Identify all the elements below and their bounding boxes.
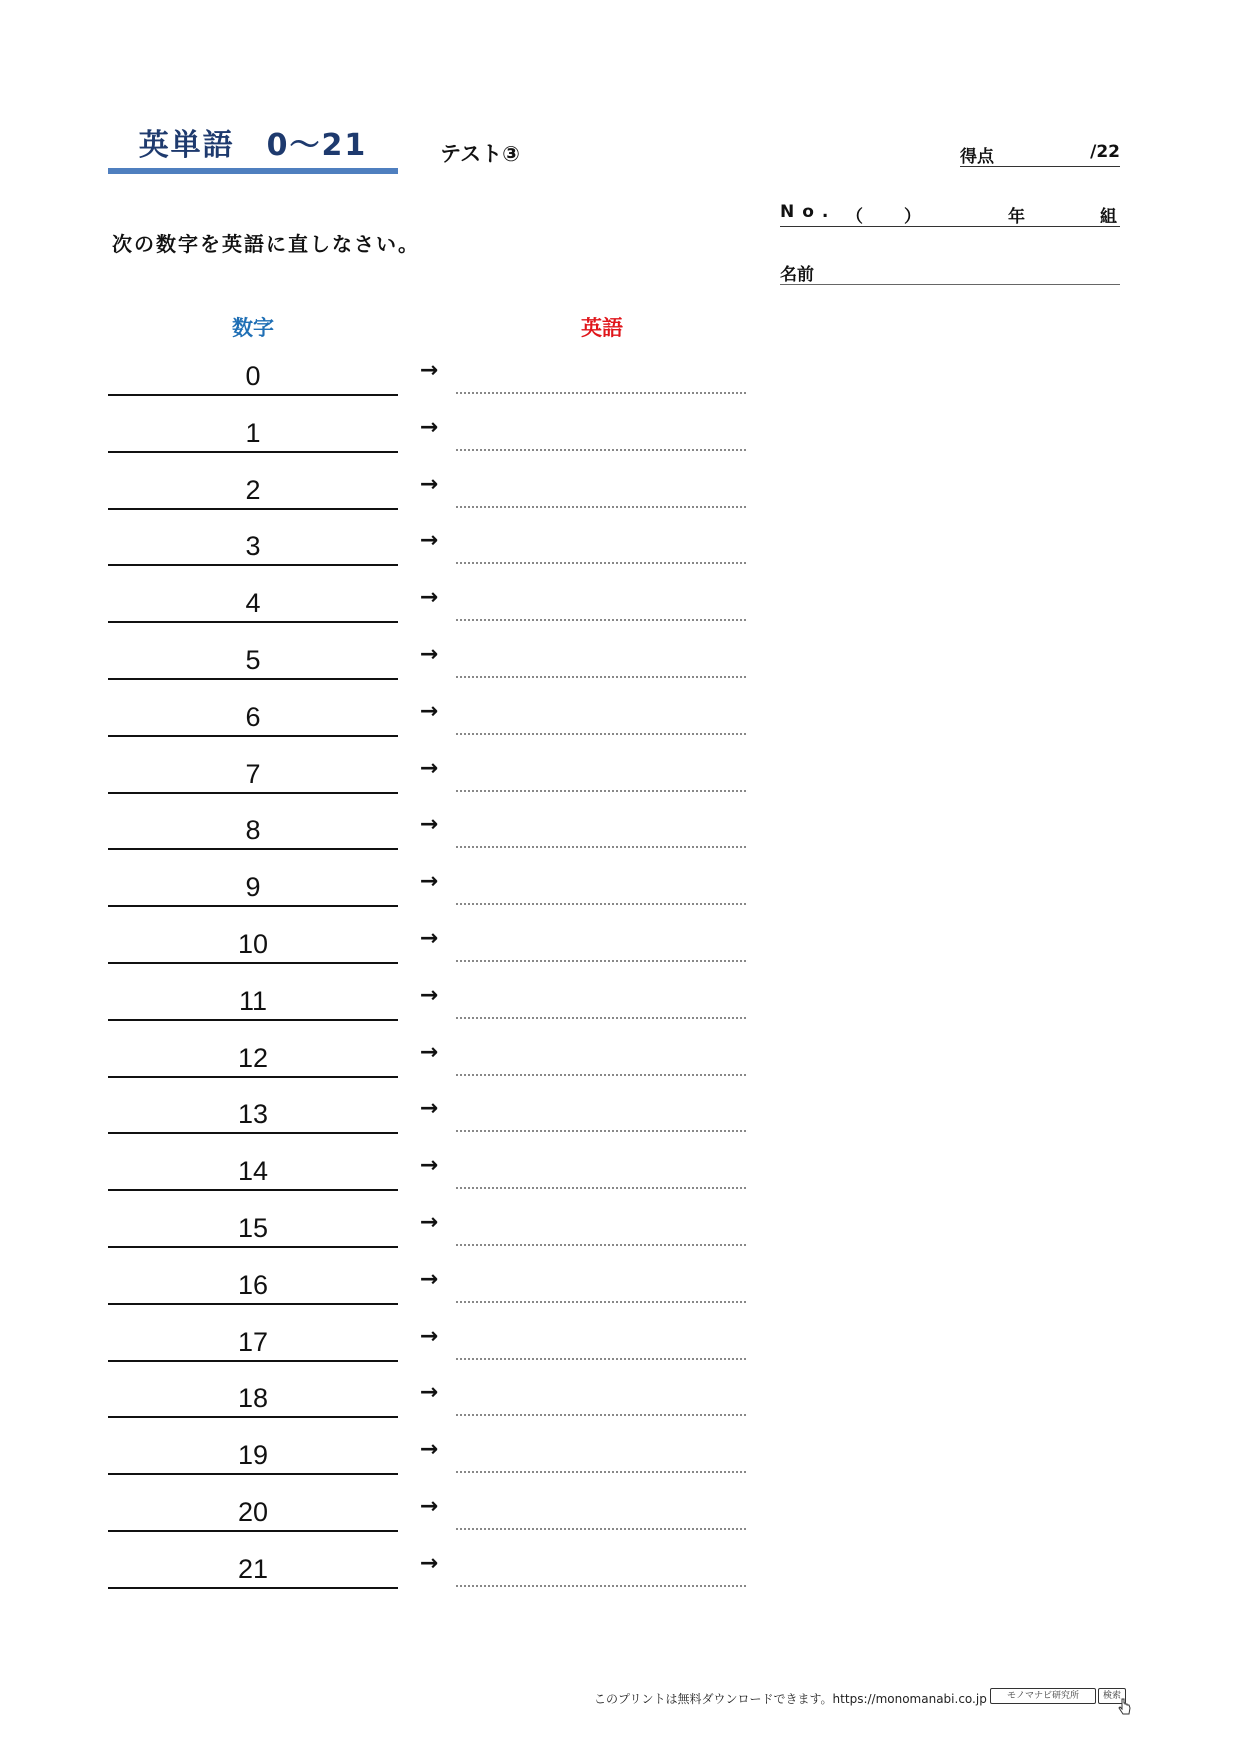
answer-line [456, 790, 746, 792]
answer-line [456, 1471, 746, 1473]
number-cell: 19 [108, 1431, 398, 1475]
arrow-icon: → [419, 414, 439, 440]
question-row [0, 1431, 1241, 1488]
number-cell: 5 [108, 636, 398, 680]
number-cell: 15 [108, 1204, 398, 1248]
answer-line [456, 449, 746, 451]
question-row [0, 466, 1241, 523]
number-cell: 20 [108, 1488, 398, 1532]
arrow-icon: → [419, 1323, 439, 1349]
number-cell: 0 [108, 352, 398, 396]
question-row [0, 1147, 1241, 1204]
arrow-icon: → [419, 471, 439, 497]
question-row [0, 409, 1241, 466]
question-row [0, 1204, 1241, 1261]
question-row [0, 806, 1241, 863]
question-row [0, 352, 1241, 409]
name-field [780, 260, 1120, 285]
question-row [0, 1261, 1241, 1318]
answer-line [456, 1187, 746, 1189]
question-row [0, 522, 1241, 579]
answer-line [456, 392, 746, 394]
answer-line [456, 846, 746, 848]
score-field [960, 142, 1120, 167]
arrow-icon: → [419, 698, 439, 724]
number-cell: 11 [108, 977, 398, 1021]
number-cell: 14 [108, 1147, 398, 1191]
number-cell: 12 [108, 1034, 398, 1078]
number-cell: 4 [108, 579, 398, 623]
answer-line [456, 1074, 746, 1076]
number-cell: 10 [108, 920, 398, 964]
question-row [0, 863, 1241, 920]
no-close-paren: ） [904, 207, 921, 227]
name-label: 名前 [780, 265, 814, 285]
question-row [0, 977, 1241, 1034]
number-cell: 16 [108, 1261, 398, 1305]
question-row [0, 1034, 1241, 1091]
answer-line [456, 960, 746, 962]
arrow-icon: → [419, 1550, 439, 1576]
number-cell: 2 [108, 466, 398, 510]
answer-line [456, 1414, 746, 1416]
score-total: /22 [1090, 142, 1120, 162]
answer-line [456, 619, 746, 621]
search-button: 検索 [1098, 1688, 1126, 1704]
answer-line [456, 1301, 746, 1303]
question-row [0, 579, 1241, 636]
arrow-icon: → [419, 1380, 439, 1406]
arrow-icon: → [419, 1153, 439, 1179]
title-underline [108, 168, 398, 174]
arrow-icon: → [419, 528, 439, 554]
number-cell: 8 [108, 806, 398, 850]
arrow-icon: → [419, 982, 439, 1008]
number-cell: 9 [108, 863, 398, 907]
number-cell: 21 [108, 1545, 398, 1589]
arrow-icon: → [419, 812, 439, 838]
arrow-icon: → [419, 642, 439, 667]
footer-text: このプリントは無料ダウンロードできます。https://monomanabi.co.jp [594, 1692, 987, 1706]
question-row [0, 636, 1241, 693]
arrow-icon: → [419, 1039, 439, 1065]
instruction-text: 次の数字を英語に直しなさい。 [112, 232, 420, 256]
arrow-icon: → [419, 1266, 439, 1292]
answer-line [456, 506, 746, 508]
number-cell: 7 [108, 750, 398, 794]
number-cell: 1 [108, 409, 398, 453]
no-open-paren: （ [846, 207, 863, 227]
answer-line [456, 1244, 746, 1246]
question-row [0, 1374, 1241, 1431]
number-cell: 13 [108, 1090, 398, 1134]
arrow-icon: → [419, 869, 439, 895]
pointer-cursor-icon [1118, 1698, 1132, 1716]
score-label: 得点 [960, 147, 994, 167]
question-row [0, 750, 1241, 807]
no-label: No. [780, 202, 837, 222]
answer-line [456, 1528, 746, 1530]
arrow-icon: → [419, 1494, 439, 1519]
student-number-field [780, 202, 1120, 227]
answer-line [456, 1358, 746, 1360]
arrow-icon: → [419, 1437, 439, 1463]
answer-line [456, 562, 746, 564]
answer-line [456, 1017, 746, 1019]
answer-line [456, 903, 746, 905]
year-label: 年 [1008, 207, 1025, 227]
answer-line [456, 676, 746, 678]
column-header-number: 数字 [232, 316, 274, 340]
arrow-icon: → [419, 358, 439, 383]
question-row [0, 1090, 1241, 1147]
question-row [0, 693, 1241, 750]
question-row [0, 920, 1241, 977]
search-input: モノマナビ研究所 [990, 1688, 1096, 1704]
test-subtitle: テスト③ [440, 142, 520, 166]
arrow-icon: → [419, 1210, 439, 1235]
number-cell: 18 [108, 1374, 398, 1418]
number-cell: 6 [108, 693, 398, 737]
arrow-icon: → [419, 585, 439, 611]
page-title: 英単語 0〜21 [138, 128, 368, 163]
question-row [0, 1488, 1241, 1545]
class-label: 組 [1100, 207, 1117, 227]
question-row [0, 1545, 1241, 1602]
answer-line [456, 1585, 746, 1587]
arrow-icon: → [419, 755, 439, 781]
arrow-icon: → [419, 1096, 439, 1122]
answer-line [456, 733, 746, 735]
arrow-icon: → [419, 926, 439, 951]
number-cell: 17 [108, 1318, 398, 1362]
number-cell: 3 [108, 522, 398, 566]
answer-line [456, 1130, 746, 1132]
question-row [0, 1318, 1241, 1375]
column-header-english: 英語 [581, 316, 623, 340]
